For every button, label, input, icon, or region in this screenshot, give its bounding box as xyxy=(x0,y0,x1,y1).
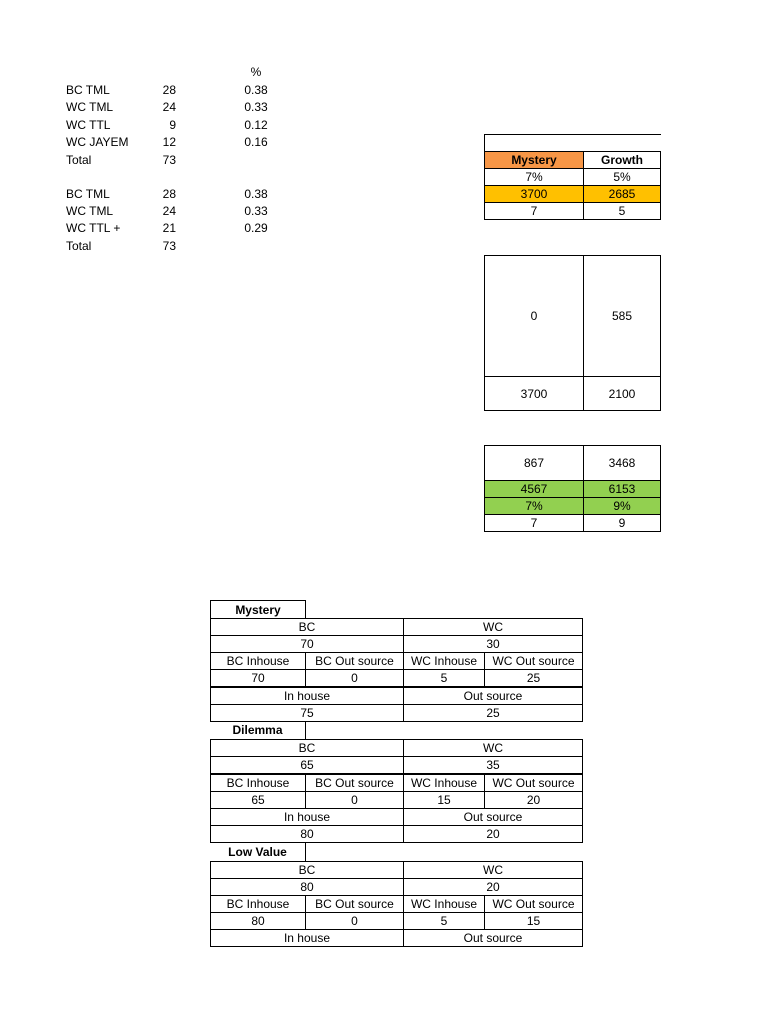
row-label: WC TML xyxy=(66,204,114,218)
bc-inhouse-value: 70 xyxy=(210,669,306,687)
row-count: 24 xyxy=(162,100,176,114)
bc-outsource-header: BC Out source xyxy=(305,652,404,670)
wc-header: WC xyxy=(403,861,583,879)
cell: 5 xyxy=(583,202,661,220)
cell: 867 xyxy=(484,445,584,481)
bc-outsource-header: BC Out source xyxy=(305,895,404,913)
cell-highlight: 7% xyxy=(484,497,584,515)
wc-inhouse-value: 5 xyxy=(403,912,485,930)
row-label: BC TML xyxy=(66,83,110,97)
percent-header: % xyxy=(250,65,262,79)
cell-tall: 585 xyxy=(583,255,661,377)
section-title: Low Value xyxy=(210,843,306,862)
out-source-header: Out source xyxy=(403,929,583,947)
bc-inhouse-header: BC Inhouse xyxy=(210,652,306,670)
bc-inhouse-header: BC Inhouse xyxy=(210,895,306,913)
wc-inhouse-header: WC Inhouse xyxy=(403,652,485,670)
row-count: 21 xyxy=(162,221,176,235)
cell: 7% xyxy=(484,168,584,186)
total-label: Total xyxy=(66,239,92,253)
row-count: 12 xyxy=(162,135,176,149)
bc-value: 65 xyxy=(210,756,404,774)
header-growth: Growth xyxy=(583,151,661,169)
row-pct: 0.33 xyxy=(244,100,268,114)
total-count: 73 xyxy=(162,153,176,167)
wc-inhouse-value: 5 xyxy=(403,669,485,687)
bc-inhouse-value: 80 xyxy=(210,912,306,930)
row-label: WC TTL xyxy=(66,118,111,132)
cell-highlight: 3700 xyxy=(484,185,584,203)
row-count: 28 xyxy=(162,187,176,201)
bc-value: 80 xyxy=(210,878,404,896)
header-mystery: Mystery xyxy=(484,151,584,169)
wc-header: WC xyxy=(403,739,583,757)
bc-outsource-value: 0 xyxy=(305,669,404,687)
wc-outsource-value: 25 xyxy=(484,669,583,687)
cell: 7 xyxy=(484,202,584,220)
bc-outsource-value: 0 xyxy=(305,791,404,809)
row-pct: 0.12 xyxy=(244,118,268,132)
wc-outsource-value: 15 xyxy=(484,912,583,930)
cell-tall: 0 xyxy=(484,255,584,377)
row-label: WC TML xyxy=(66,100,114,114)
bc-header: BC xyxy=(210,861,404,879)
bc-header: BC xyxy=(210,739,404,757)
cell: 9 xyxy=(583,514,661,532)
in-house-header: In house xyxy=(210,929,404,947)
row-label: WC TTL + xyxy=(66,221,121,235)
row-label: WC JAYEM xyxy=(66,135,129,149)
out-source-header: Out source xyxy=(403,808,583,826)
row-pct: 0.38 xyxy=(244,187,268,201)
total-count: 73 xyxy=(162,239,176,253)
row-count: 28 xyxy=(162,83,176,97)
row-pct: 0.16 xyxy=(244,135,268,149)
section-title: Dilemma xyxy=(210,721,306,740)
cell-highlight: 6153 xyxy=(583,480,661,498)
row-pct: 0.33 xyxy=(244,204,268,218)
out-source-header: Out source xyxy=(403,687,583,705)
row-count: 24 xyxy=(162,204,176,218)
bc-inhouse-header: BC Inhouse xyxy=(210,774,306,792)
section-title: Mystery xyxy=(210,600,306,619)
cell: 3468 xyxy=(583,445,661,481)
in-house-header: In house xyxy=(210,687,404,705)
wc-outsource-header: WC Out source xyxy=(484,774,583,792)
bc-inhouse-value: 65 xyxy=(210,791,306,809)
cell-highlight: 9% xyxy=(583,497,661,515)
out-source-value: 25 xyxy=(403,704,583,722)
in-house-value: 75 xyxy=(210,704,404,722)
bc-outsource-value: 0 xyxy=(305,912,404,930)
wc-inhouse-value: 15 xyxy=(403,791,485,809)
row-pct: 0.29 xyxy=(244,221,268,235)
bc-header: BC xyxy=(210,618,404,636)
cell-highlight: 2685 xyxy=(583,185,661,203)
table-top-border xyxy=(484,134,661,152)
cell: 3700 xyxy=(484,376,584,411)
wc-outsource-header: WC Out source xyxy=(484,652,583,670)
wc-value: 30 xyxy=(403,635,583,653)
in-house-header: In house xyxy=(210,808,404,826)
total-label: Total xyxy=(66,153,92,167)
wc-inhouse-header: WC Inhouse xyxy=(403,774,485,792)
wc-value: 35 xyxy=(403,756,583,774)
row-label: BC TML xyxy=(66,187,110,201)
cell: 5% xyxy=(583,168,661,186)
row-pct: 0.38 xyxy=(244,83,268,97)
wc-header: WC xyxy=(403,618,583,636)
out-source-value: 20 xyxy=(403,825,583,843)
cell: 2100 xyxy=(583,376,661,411)
wc-value: 20 xyxy=(403,878,583,896)
wc-outsource-value: 20 xyxy=(484,791,583,809)
bc-value: 70 xyxy=(210,635,404,653)
cell-highlight: 4567 xyxy=(484,480,584,498)
wc-inhouse-header: WC Inhouse xyxy=(403,895,485,913)
bc-outsource-header: BC Out source xyxy=(305,774,404,792)
in-house-value: 80 xyxy=(210,825,404,843)
cell: 7 xyxy=(484,514,584,532)
wc-outsource-header: WC Out source xyxy=(484,895,583,913)
row-count: 9 xyxy=(169,118,176,132)
